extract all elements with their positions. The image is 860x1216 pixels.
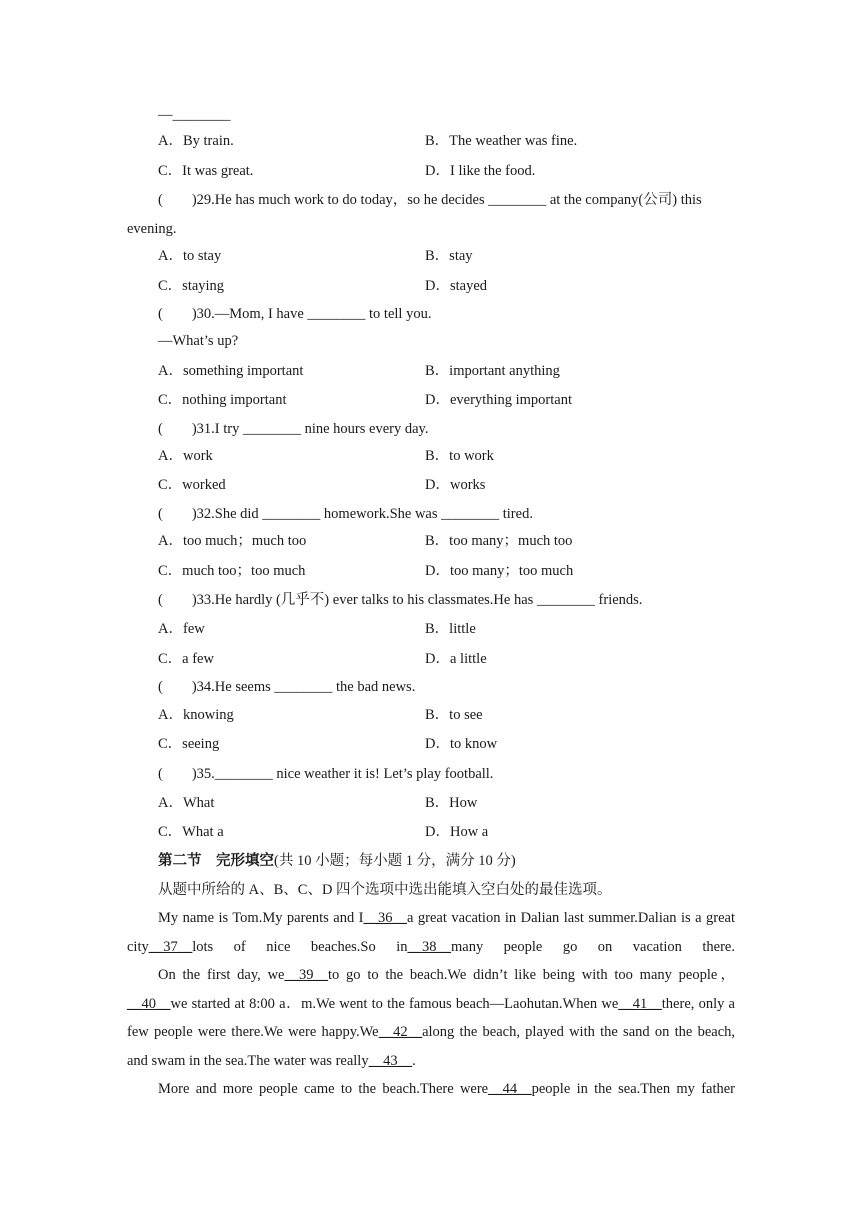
question-29-stem: ( )29.He has much work to do today，so he decides ________ at the company(公司) this [158, 192, 702, 208]
blank-42: __42__ [378, 1024, 423, 1040]
blank-43: __43__ [368, 1052, 413, 1069]
option-c: C．seeing [158, 736, 220, 752]
passage-paragraph-1: My name is Tom.My parents and I__36__a great vacation in Dalian last summer.Dalian is a great city__37__lots of nice beaches.So in__38__many people go on vacation there. [127, 910, 736, 955]
option-d: D．to know [425, 736, 498, 752]
option-a: A．By train. [158, 133, 234, 149]
section-instruction: 从题中所给的 A、B、C、D 四个选项中选出能填入空白处的最佳选项。 [158, 882, 612, 898]
option-c: C．It was great. [158, 163, 254, 179]
option-a: A．to stay [158, 248, 222, 264]
question-32-stem: ( )32.She did ________ homework.She was ________ tired. [158, 506, 533, 522]
option-a: A．knowing [158, 707, 234, 723]
option-a: A．few [158, 621, 205, 637]
option-b: B．important anything [425, 363, 560, 379]
option-b: B．to see [425, 707, 483, 723]
blank-44: __44__ [488, 1081, 532, 1097]
question-31-stem: ( )31.I try ________ nine hours every day. [158, 421, 429, 437]
option-c: C．a few [158, 651, 214, 667]
option-d: D．I like the food. [425, 163, 536, 179]
option-a: A．something important [158, 363, 304, 379]
question-30-reply: —What’s up? [158, 333, 239, 349]
option-a: A．What [158, 795, 215, 811]
option-c: C．staying [158, 278, 225, 294]
question-30-stem: ( )30.—Mom, I have ________ to tell you. [158, 306, 432, 322]
blank-36: __36__ [363, 910, 407, 926]
option-b: B．The weather was fine. [425, 133, 578, 149]
answer-blank-line: —________ [158, 107, 231, 123]
passage-paragraph-2: On the first day, we__39__to go to the beach.We didn’t like being with too many people， __40__we started at 8:00 a．m.We went to the famous beach—Laohutan.When we__41__there, only a few people were there.We were happy.We__42__along the beach, played with the sand on the beach, and swam in the sea.The water was really__43__. [127, 967, 736, 1069]
option-d: D．How a [425, 824, 489, 840]
option-c: C．worked [158, 477, 226, 493]
option-c: C．nothing important [158, 392, 287, 408]
option-b: B．How [425, 795, 478, 811]
blank-38: __38__ [407, 938, 451, 955]
section-title: 第二节 完形填空 [158, 853, 274, 869]
blank-40: __40__ [127, 995, 171, 1012]
option-d: D．works [425, 477, 486, 493]
cloze-passage [127, 904, 735, 1104]
option-c: C．What a [158, 824, 224, 840]
option-a: A．too much；much too [158, 533, 307, 549]
option-d: D．too many；too much [425, 563, 574, 579]
option-d: D．a little [425, 651, 487, 667]
question-34-stem: ( )34.He seems ________ the bad news. [158, 679, 416, 695]
option-c: C．much too；too much [158, 563, 306, 579]
blank-39: __39__ [284, 967, 328, 983]
section-scoring: (共 10 小题；每小题 1 分，满分 10 分) [274, 853, 516, 869]
option-a: A．work [158, 448, 213, 464]
option-b: B．little [425, 621, 476, 637]
option-b: B．to work [425, 448, 494, 464]
question-29-stem-cont: evening. [127, 221, 177, 237]
option-d: D．everything important [425, 392, 572, 408]
question-35-stem: ( )35.________ nice weather it is! Let’s play football. [158, 766, 494, 782]
option-b: B．stay [425, 248, 473, 264]
question-33-stem: ( )33.He hardly (几乎不) ever talks to his classmates.He has ________ friends. [158, 592, 643, 608]
blank-41: __41__ [618, 995, 662, 1012]
option-b: B．too many；much too [425, 533, 573, 549]
passage-paragraph-3: More and more people came to the beach.There were__44__people in the sea.Then my father [158, 1081, 735, 1097]
option-d: D．stayed [425, 278, 488, 294]
blank-37: __37__ [148, 938, 193, 955]
section-heading [158, 852, 516, 870]
